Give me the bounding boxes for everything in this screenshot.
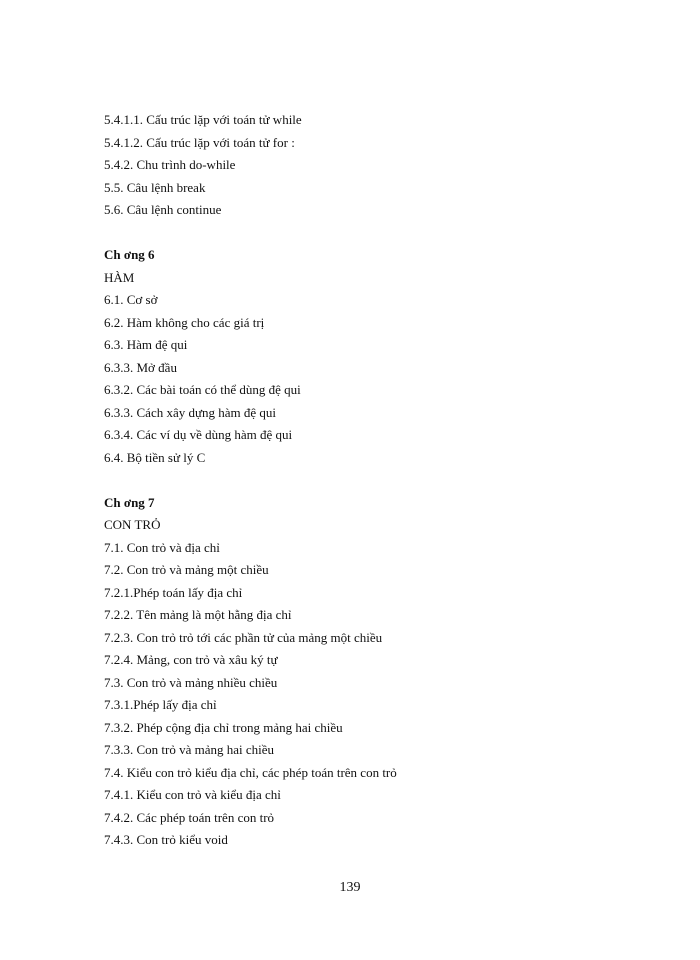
toc-entry: 6.3. Hàm đệ qui <box>104 337 188 352</box>
toc-entry: 6.1. Cơ sở <box>104 292 158 307</box>
toc-entry: 7.3.1.Phép lấy địa chỉ <box>104 697 217 712</box>
page-number: 139 <box>339 880 361 895</box>
table-of-contents <box>104 109 624 852</box>
toc-entry: 6.3.3. Cách xây dựng hàm đệ qui <box>104 404 277 420</box>
chapter-6-title: HÀM <box>104 269 135 285</box>
toc-entry: 6.3.2. Các bài toán có thể dùng đệ qui <box>104 382 301 397</box>
toc-entry: 5.5. Câu lệnh break <box>104 179 206 195</box>
toc-entry: 7.4.2. Các phép toán trên con trỏ <box>104 809 275 825</box>
toc-entry: 7.2.3. Con trỏ trỏ tới các phần tử của mảng một chiều <box>104 629 383 645</box>
toc-entry: 7.2.1.Phép toán lấy địa chỉ <box>104 584 243 600</box>
chapter-7-heading: Ch ơng 7 <box>104 494 155 510</box>
chapter-6-heading: Ch ơng 6 <box>104 247 155 262</box>
toc-entry: 7.4. Kiểu con trỏ kiểu địa chỉ, các phép toán trên con trỏ <box>104 764 397 780</box>
toc-entry: 7.2.2. Tên mảng là một hằng địa chỉ <box>104 607 292 622</box>
toc-entry: 6.2. Hàm không cho các giá trị <box>104 314 265 330</box>
toc-entry: 5.4.1.2. Cấu trúc lặp với toán tử for : <box>104 134 295 150</box>
toc-entry: 7.2. Con trỏ và mảng một chiều <box>104 562 269 577</box>
toc-entry: 6.4. Bộ tiền sử lý C <box>104 449 206 465</box>
section-gap <box>104 469 624 492</box>
toc-entry: 7.4.1. Kiểu con trỏ và kiểu địa chỉ <box>104 787 281 802</box>
toc-entry: 7.1. Con trỏ và địa chỉ <box>104 539 220 555</box>
toc-entry: 5.4.1.1. Cấu trúc lặp với toán tử while <box>104 112 302 127</box>
toc-entry: 7.3.2. Phép cộng địa chỉ trong mảng hai chiều <box>104 719 343 735</box>
toc-entry: 6.3.3. Mở đầu <box>104 359 177 375</box>
chapter-7-title: CON TRỎ <box>104 517 161 532</box>
toc-entry: 7.3.3. Con trỏ và mảng hai chiều <box>104 742 275 757</box>
toc-entry: 7.2.4. Mảng, con trỏ và xâu ký tự <box>104 652 278 667</box>
toc-entry: 6.3.4. Các ví dụ về dùng hàm đệ qui <box>104 427 293 442</box>
toc-entry: 7.4.3. Con trỏ kiểu void <box>104 832 228 847</box>
toc-entry: 5.6. Câu lệnh continue <box>104 202 222 217</box>
section-gap <box>104 222 624 245</box>
toc-entry: 5.4.2. Chu trình do-while <box>104 157 236 172</box>
toc-entry: 7.3. Con trỏ và mảng nhiều chiều <box>104 674 278 690</box>
